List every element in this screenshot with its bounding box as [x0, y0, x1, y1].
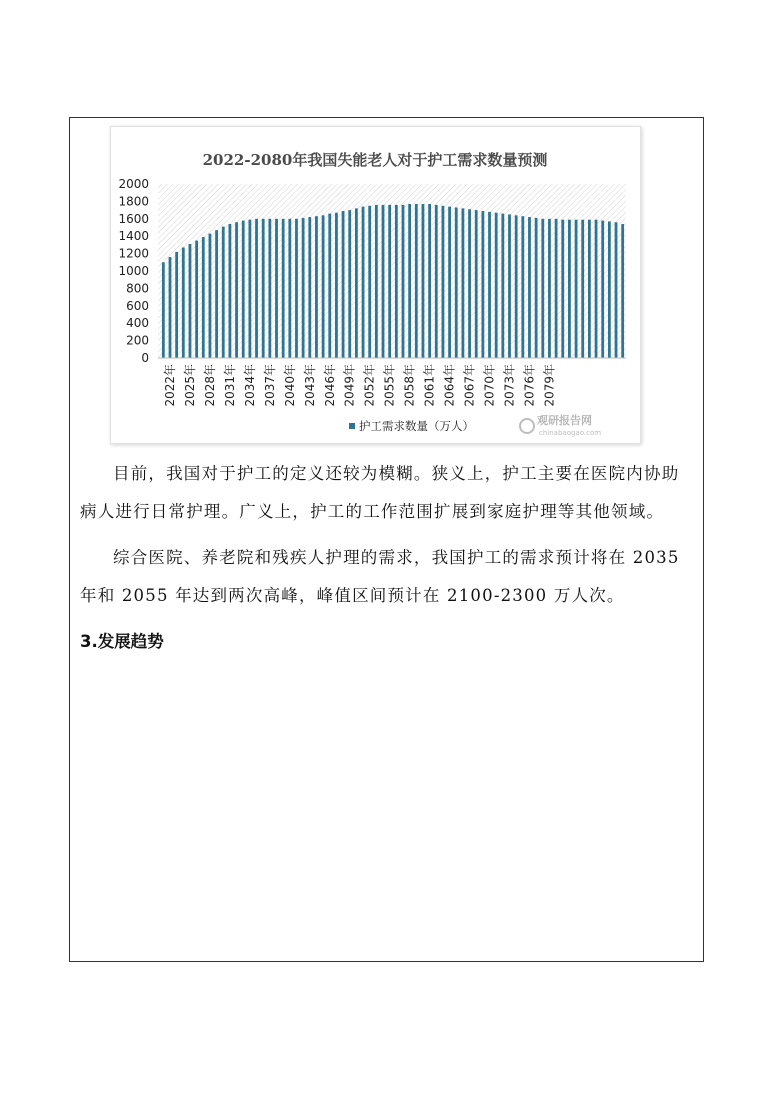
bar: [209, 234, 212, 358]
bar: [288, 219, 291, 358]
bar: [408, 204, 411, 358]
x-tick-label: 2067年: [462, 364, 477, 407]
bar: [335, 213, 338, 358]
bar: [495, 213, 498, 358]
watermark-url: chinabaogao.com: [539, 429, 602, 437]
bar: [541, 219, 544, 358]
y-tick-label: 1400: [118, 229, 149, 244]
bar: [342, 211, 345, 358]
demand-bar-chart: [111, 127, 640, 443]
y-tick-label: 1000: [118, 264, 149, 278]
bar: [481, 211, 484, 358]
bar: [222, 227, 225, 358]
y-tick-label: 1800: [118, 194, 149, 209]
bar: [182, 248, 185, 358]
bar: [555, 219, 558, 358]
legend-swatch: [349, 423, 355, 429]
bar: [302, 218, 305, 358]
paragraph-demand-forecast: 综合医院、养老院和残疾人护理的需求，我国护工的需求预计将在 2035 年和 2055 年达到两次高峰，峰值区间预计在 2100-2300 万人次。: [80, 548, 680, 605]
bar: [528, 217, 531, 358]
x-tick-label: 2040年: [282, 364, 297, 407]
bar: [262, 219, 265, 358]
x-tick-label: 2031年: [222, 364, 237, 407]
bar: [548, 219, 551, 358]
chart-title: 2022-2080年我国失能老人对于护工需求数量预测: [202, 151, 548, 169]
bar: [368, 206, 371, 358]
bar: [568, 220, 571, 358]
x-tick-label: 2058年: [402, 364, 417, 407]
bar: [169, 257, 172, 358]
bar: [501, 214, 504, 358]
chart-card: [110, 126, 641, 444]
bar: [235, 222, 238, 358]
bar: [601, 221, 604, 358]
bar: [308, 217, 311, 358]
bar: [348, 210, 351, 358]
x-tick-label: 2049年: [342, 364, 357, 407]
y-tick-label: 1600: [118, 211, 149, 226]
x-tick-label: 2043年: [302, 364, 317, 407]
section-heading: 3.发展趋势: [80, 632, 164, 651]
bar: [521, 216, 524, 358]
x-tick-label: 2073年: [502, 364, 517, 407]
bar: [422, 204, 425, 358]
x-tick-label: 2055年: [382, 364, 397, 407]
y-tick-label: 400: [126, 316, 149, 331]
x-tick-label: 2025年: [182, 364, 197, 407]
chart-legend: [349, 419, 474, 433]
document-frame: [69, 117, 704, 962]
y-tick-label: 200: [126, 333, 149, 348]
bar: [162, 262, 165, 358]
bar: [382, 205, 385, 358]
y-tick-label: 0: [141, 351, 149, 365]
bar: [248, 220, 251, 358]
y-tick-label: 800: [126, 281, 149, 296]
bar: [475, 210, 478, 358]
bar: [215, 230, 218, 358]
bar: [388, 205, 391, 358]
x-tick-label: 2076年: [522, 364, 537, 407]
x-tick-label: 2079年: [542, 364, 557, 407]
bar: [508, 214, 511, 358]
bar: [621, 224, 624, 358]
bar: [608, 221, 611, 358]
bar: [455, 207, 458, 358]
bar: [202, 237, 205, 358]
bar: [322, 215, 325, 358]
bar: [462, 208, 465, 358]
bar: [315, 216, 318, 358]
bar: [535, 218, 538, 358]
x-tick-label: 2034年: [242, 364, 257, 407]
bar: [595, 220, 598, 358]
y-tick-label: 1200: [118, 246, 149, 261]
bar: [615, 222, 618, 358]
bar: [428, 204, 431, 358]
bar: [295, 219, 298, 358]
bar: [435, 205, 438, 358]
paragraph-definition: 目前，我国对于护工的定义还较为模糊。狭义上，护工主要在医院内协助病人进行日常护理。广义上，护工的工作范围扩展到家庭护理等其他领域。: [80, 464, 680, 521]
bar: [362, 207, 365, 358]
bar: [402, 205, 405, 358]
y-tick-label: 600: [126, 298, 149, 313]
legend-label: 护工需求数量（万人）: [359, 419, 474, 433]
bar: [415, 204, 418, 358]
bar: [242, 221, 245, 358]
bar: [268, 219, 271, 358]
bar: [275, 219, 278, 358]
x-tick-label: 2052年: [362, 364, 377, 407]
bar: [175, 252, 178, 358]
watermark-logo-icon: [520, 419, 534, 433]
bar: [328, 214, 331, 358]
x-tick-label: 2046年: [322, 364, 337, 407]
bar: [282, 219, 285, 358]
x-axis: [158, 358, 626, 407]
x-tick-label: 2022年: [162, 364, 177, 407]
y-tick-label: 2000: [118, 177, 149, 191]
x-tick-label: 2070年: [482, 364, 497, 407]
bar: [588, 220, 591, 358]
bar: [575, 220, 578, 358]
bar: [581, 220, 584, 358]
watermark: [520, 413, 601, 437]
bar: [375, 205, 378, 358]
bar: [395, 205, 398, 358]
bar: [448, 207, 451, 358]
x-tick-label: 2061年: [422, 364, 437, 407]
bar: [229, 224, 232, 358]
watermark-brand: 观研报告网: [537, 414, 592, 427]
bar: [255, 219, 258, 358]
x-tick-label: 2037年: [262, 364, 277, 407]
bar: [442, 206, 445, 358]
bar: [515, 215, 518, 358]
bar: [468, 209, 471, 358]
bar: [561, 220, 564, 358]
x-tick-label: 2064年: [442, 364, 457, 407]
bar: [488, 212, 491, 358]
x-tick-label: 2028年: [202, 364, 217, 407]
bar: [355, 208, 358, 358]
bar: [189, 244, 192, 358]
y-axis: [118, 177, 149, 365]
bar: [195, 241, 198, 358]
